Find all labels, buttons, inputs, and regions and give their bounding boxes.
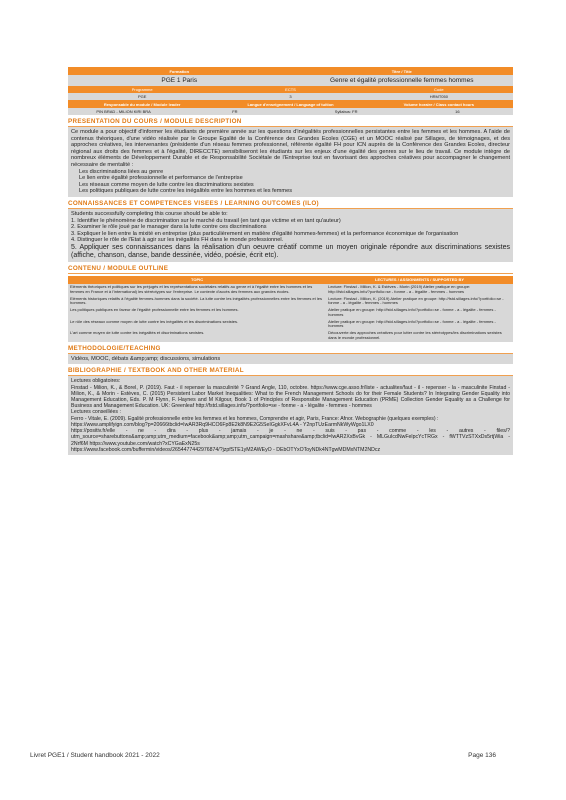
outline-lecture: Lecture: Finstad - Milion, K. & Estèves - Morin (2019) Atelier pratique en groupe: http://fstd.sillages.info/?portfolio=se - fonme - a - légalite - femmes - hommes xyxy=(328,283,471,294)
outline-topic-header: TOPIC xyxy=(190,277,204,283)
bibliography-line: Finstad - Milion, K., & Borel, P. (2019). Faut - il repenser la masculinité ? Grand Angle, 110, octobre. https://www.cge.asso.fr/liste - actualites/faut - il - repenser - la - masculinite Finstad - Milion, K., & Morin - Estèves, C. (2015) Persistent Labor Market Inequalities: What to the French Management Schools do for their Female Students? In Integrating Gender Equality into Management Education, Eds. P. M Flynn, F. Haynes and M Kilgour, Book 1 of Principles of Responsible Management Education (PRME) Collection Gender Equality as a Challenge for Business and Management Education. UK: Greenleaf http://fstd.sillages.info/?portfolio=se - fonme - a - légalite - femmes - hommes xyxy=(71,384,510,410)
formation-header: Formation xyxy=(169,68,190,74)
presentation-text: Ce module a pour objectif d'informer les étudiants de première année sur les questions d'inégalités professionnelles persistantes entre les femmes et les hommes. A l'aide de contenus théoriques, d'une vidéo réalisée par le Groupe Egalité de la Conférence des Grandes Ecoles (CGE) et un MOOC réalisé par Sillages, de témoignages, et des approches créatives, les intervenantes (présidente d'un réseau femmes professionnel, référente égalité FH pour ICN auprès de la Conférence des Grandes Ecoles, directeur régional aux droits des femmes et à l'égalité, DIRECCTE) sensibiliseront les étudiants sur les enjeux d'une égalité des genres sur le lieu de travail. Ce module intègre de nombreux éléments de Développement Durable et de Responsabilité Sociétale de l'Entreprise tout en favorisant des approches créatives pour accompagner le changement nécessaire de mentalité : xyxy=(71,129,510,168)
outcome-item: 3. Expliquer le lien entre la mixité en entreprise (plus particulièrement en matière d'égalité hommes-femmes) et la performance économique de l'organisation xyxy=(71,230,459,237)
presentation-item: Les réseaux comme moyen de lutte contre les discriminations sexistes xyxy=(79,181,254,188)
table-row xyxy=(68,284,513,296)
course-values-1 xyxy=(68,75,513,86)
header-row-3 xyxy=(68,100,513,108)
course-values-2 xyxy=(68,93,513,100)
presentation-box xyxy=(68,127,513,197)
outcome-item: 2. Examiner le rôle joué par le manager dans la lutte contre ces discriminations xyxy=(71,224,267,231)
ects-header: ECTS xyxy=(285,87,296,92)
outline-topic: Eléments théoriques et politiques sur les préjugés et les représentations sociétales relatifs au genre et à l'égalité entre les hommes et les femmes en France et à l'international) les stéréotypes sur l'entreprise. Le contexte d'accès des femmes aux grandes écoles. xyxy=(70,283,313,294)
presentation-item: Les discriminations liées au genre xyxy=(79,168,164,175)
table-row xyxy=(68,296,513,308)
outline-topic: L'art comme moyen de lutte contre les inégalités et discriminations sexistes. xyxy=(70,330,205,336)
syllabus-language-value: Syllabus: FR xyxy=(334,109,358,114)
section-outcomes-title: CONNAISSANCES ET COMPETENCES VISEES / LEARNING OUTCOMES (ILO) xyxy=(68,200,513,209)
bibliography-line: https://www.amplifyign.com/blog?p=20666tbclid=IwAR3Rq9HCO6Fp8E2k8N9E2G5SeIGgkXFvL4A - Y2npTUzEarmNkWyWgo1LX0 xyxy=(71,421,374,428)
outcome-item: 4. Distinguer le rôle de l'Etat à agir sur les inégalités FH dans le monde professionnel. xyxy=(71,237,284,244)
outline-topic: Eléments historiques relatifs à l'égalité femmes-hommes dans la société. La lutte contre les inégalités professionnelles entre les femmes et les hommes. xyxy=(70,295,322,306)
page-footer xyxy=(30,752,496,759)
ects-value: 3 xyxy=(289,94,292,99)
code-value: HRMT050 xyxy=(429,94,448,99)
header-row-2 xyxy=(68,86,513,93)
outline-lecture: Atelier pratique en groupe: http://fstd.sillages.info/?portfolio=se - fonme - a - légalite - femmes - hommes xyxy=(328,318,496,329)
hours-value: 16 xyxy=(455,109,460,114)
table-row xyxy=(68,307,513,319)
outline-lectures-header: LECTURES / ASSIGNMENTS / SUPPORTED BY xyxy=(375,277,465,283)
outline-lecture: Atelier pratique en groupe: http://fstd.sillages.info/?portfolio=se - fonme - a - légalite - femmes - hommes xyxy=(328,307,496,317)
outline-topic: Les politiques publiques en faveur de l'égalité professionnelle entre les femmes et les hommes. xyxy=(70,307,239,313)
code-header: Code xyxy=(434,87,444,92)
course-values-3 xyxy=(68,108,513,115)
outcome-item-5: 5. Appliquer ses connaissances dans la réalisation d'un oeuvre créatif comme un moyen originale répondre aux discriminations sexistes (affiche, chanson, danse, bande dessinée, vidéo, poésie, écrit etc). xyxy=(71,243,510,259)
formation-value: PGE 1 Paris xyxy=(161,77,198,84)
programme-value: PGE xyxy=(137,94,147,99)
presentation-item: Les politiques publiques de lutte contre les inégalités entre les hommes et les femmes xyxy=(79,188,292,195)
outline-lecture: Découverte des approches créatives pour lutter contre les stéréotypes/les discriminations sexistes dans le monde professionnel. xyxy=(328,330,502,341)
outline-table xyxy=(68,276,513,342)
bibliography-line: https://positiv.fr/elle - ne - dira - plus - jamais - je - ne - suis - pas - comme - les - autres - files/?utm_source=sharebuttons&amp;amp;utm_medium=facebook&amp;amp;utm_campaign=mashshare&amp;tbclid=IwAR2XxBvGk - MLGuIcdNwFelpcYcTRGx - fWTTVzSTXxDs5rtjWia - 2Nrf6M https://www.youtube.com/watch?xCYGaExN25s xyxy=(71,428,510,447)
bibliography-line: Lectures obligatoires: xyxy=(71,378,121,385)
presentation-item: Le lien entre égalité professionnelle et performance de l'entreprise xyxy=(79,175,243,182)
methodology-text: Vidéos, MOOC, débats &amp;amp; discussions, simulations xyxy=(71,355,221,362)
section-methodology-title: METHODOLOGIE/TEACHING xyxy=(68,345,513,354)
table-row xyxy=(68,319,513,331)
bibliography-line: https://www.facebook.com/buffermin/videos/2654477442976874/?jzpfSTE1yM2AWEyO - DEbOTYxOToyNDk4NTgwMDMxNTM2NDcz xyxy=(71,446,381,453)
hours-header: Volume horaire / Class contact hours xyxy=(403,101,475,107)
syllabus-page xyxy=(68,67,513,455)
footer-left: Livret PGE1 / Student handbook 2021 - 2022 xyxy=(30,752,160,759)
title-header: Titre / Title xyxy=(391,68,412,74)
outcome-item: 1. Identifier le phénomène de discrimination sur le marché du travail (en tant que victime et en tant qu'auteur) xyxy=(71,217,341,224)
bibliography-box xyxy=(68,376,513,454)
header-row-1 xyxy=(68,67,513,75)
language-header: Langue d'enseignement / Language of tuition xyxy=(247,101,334,107)
section-bibliography-title: BIBLIOGRAPHIE / TEXTBOOK AND OTHER MATERIAL xyxy=(68,367,513,376)
programme-header: Programme xyxy=(131,87,153,92)
title-value: Genre et égalité professionnelle femmes hommes xyxy=(330,77,474,84)
table-row xyxy=(68,330,513,342)
section-presentation-title: PRESENTATION DU COURS / MODULE DESCRIPTION xyxy=(68,118,513,127)
language-value: FR xyxy=(232,109,238,114)
section-content-title: CONTENU / MODULE OUTLINE xyxy=(68,265,513,274)
methodology-box xyxy=(68,354,513,365)
outcomes-intro: Students successfully completing this course should be able to: xyxy=(71,210,228,217)
outcomes-box xyxy=(68,209,513,262)
footer-page-number: Page 136 xyxy=(468,752,496,759)
outline-lecture: Lecture: Finstad - Milion, K. (2019) Atelier pratique en groupe: http://fstd.sillages.info/?portfolio=se - fonme - a - légalite - femmes - hommes xyxy=(328,295,504,306)
bibliography-line: Ferro - Vitale, E. (2009). Egalité professionnelle entre les femmes et les hommes, Comprendre et agir, Paris, France: Afnor. Webographie (quelques exemples) : xyxy=(71,415,439,422)
bibliography-line: Lectures conseillées : xyxy=(71,409,121,416)
leader-header: Responsable du module / Module leader xyxy=(103,101,181,107)
outline-topic: Le rôle des réseaux comme moyen de lutte contre les inégalités et les discriminations sexistes. xyxy=(70,318,239,324)
leader-value: PIN BRAD - MILION KIRI BRA xyxy=(96,109,151,114)
